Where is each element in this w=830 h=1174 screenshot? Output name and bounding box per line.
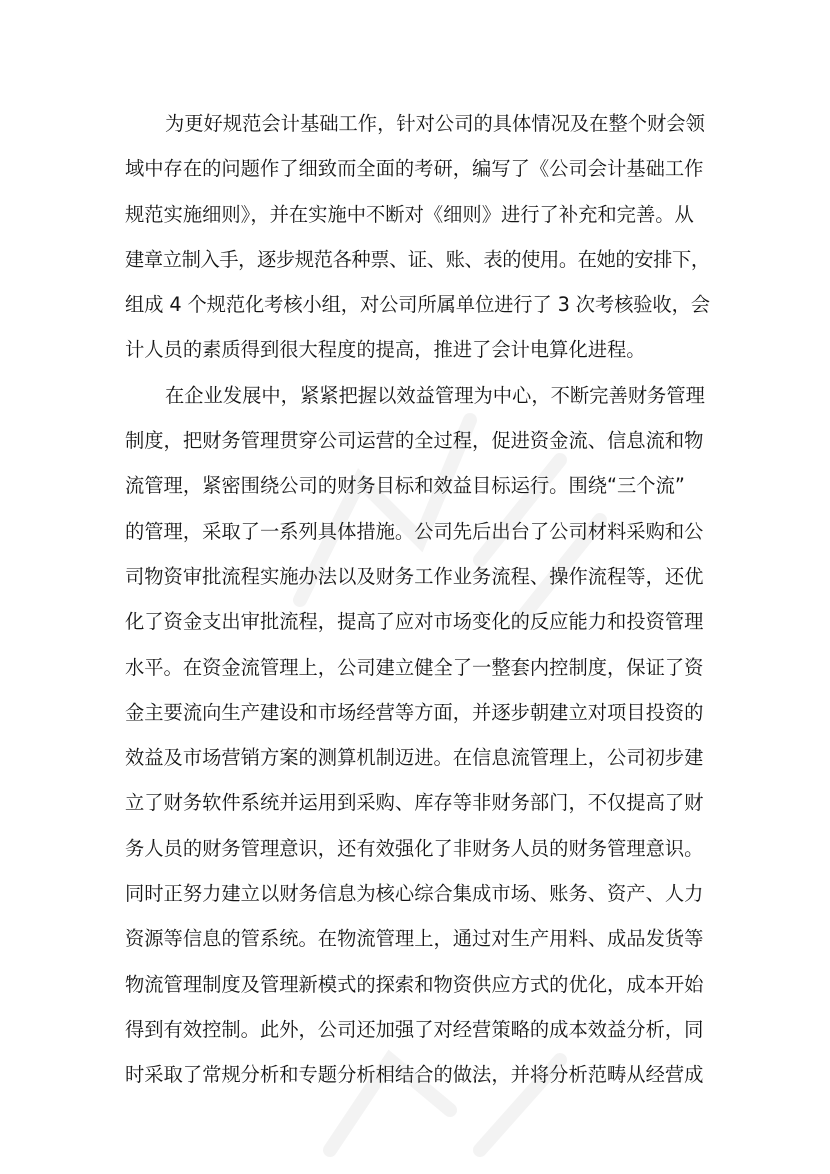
document-body bbox=[125, 101, 710, 1098]
text-line: 时采取了常规分析和专题分析相结合的做法，并将分析范畴从经营成 bbox=[125, 1063, 704, 1087]
text-line: 计人员的素质得到很大程度的提高，推进了会计电算化进程。 bbox=[125, 338, 646, 362]
paragraph-1 bbox=[125, 101, 710, 373]
text-line: 的管理，采取了一系列具体措施。公司先后出台了公司材料采购和公 bbox=[125, 519, 704, 543]
text-line: 流管理，紧密围绕公司的财务目标和效益目标运行。围绕“三个流” bbox=[125, 474, 685, 498]
text-line: 制度，把财务管理贯穿公司运营的全过程，促进资金流、信息流和物 bbox=[125, 429, 704, 453]
text-line: 司物资审批流程实施办法以及财务工作业务流程、操作流程等，还优 bbox=[125, 564, 704, 588]
text-line: 立了财务软件系统并运用到采购、库存等非财务部门，不仅提高了财 bbox=[125, 791, 704, 815]
text-line: 资源等信息的管系统。在物流管理上，通过对生产用料、成品发货等 bbox=[125, 927, 704, 951]
text-line: 水平。在资金流管理上，公司建立健全了一整套内控制度，保证了资 bbox=[125, 655, 704, 679]
text-line: 效益及市场营销方案的测算机制迈进。在信息流管理上，公司初步建 bbox=[125, 746, 704, 770]
text-line: 建章立制入手，逐步规范各种票、证、账、表的使用。在她的安排下， bbox=[125, 247, 710, 271]
text-line: 为更好规范会计基础工作，针对公司的具体情况及在整个财会领 bbox=[165, 112, 705, 135]
text-line: 金主要流向生产建设和市场经营等方面，并逐步朝建立对项目投资的 bbox=[125, 700, 704, 724]
text-line: 物流管理制度及管理新模式的探索和物资供应方式的优化，成本开始 bbox=[125, 972, 704, 996]
text-line: 规范实施细则》，并在实施中不断对《细则》进行了补充和完善。从 bbox=[125, 202, 694, 226]
text-line: 域中存在的问题作了细致而全面的考研，编写了《公司会计基础工作 bbox=[125, 157, 704, 181]
text-line: 化了资金支出审批流程，提高了应对市场变化的反应能力和投资管理 bbox=[125, 610, 704, 634]
text-line: 组成 4 个规范化考核小组，对公司所属单位进行了 3 次考核验收，会 bbox=[125, 293, 710, 317]
text-line: 在企业发展中，紧紧把握以效益管理为中心，不断完善财务管理 bbox=[165, 383, 705, 407]
text-line: 得到有效控制。此外，公司还加强了对经营策略的成本效益分析，同 bbox=[125, 1017, 704, 1041]
paragraph-2 bbox=[125, 373, 710, 1098]
text-line: 务人员的财务管理意识，还有效强化了非财务人员的财务管理意识。 bbox=[125, 836, 704, 860]
text-line: 同时正努力建立以财务信息为核心综合集成市场、账务、资产、人力 bbox=[125, 882, 704, 906]
